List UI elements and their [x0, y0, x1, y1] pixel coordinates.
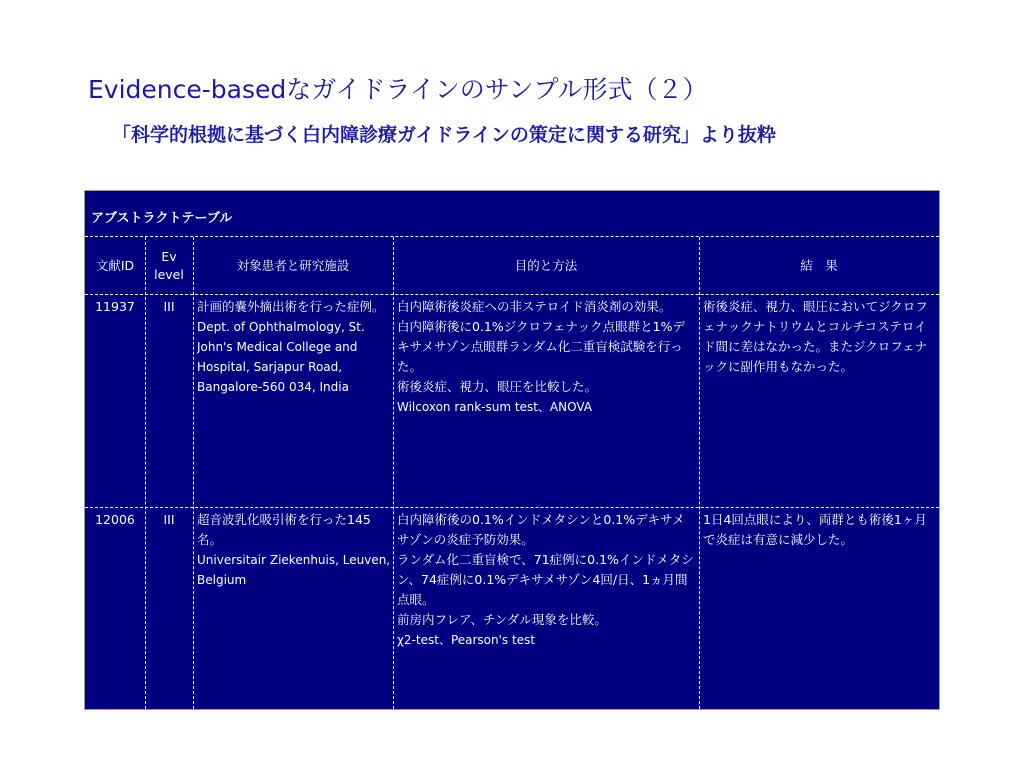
- header-subjects: 対象患者と研究施設: [236, 257, 350, 273]
- header-ev-line2: level: [154, 266, 184, 282]
- row2-result: 1日4回点眼により、両群とも術後1ヶ月で炎症は有意に減少した。: [703, 512, 927, 547]
- row1-subjects: [197, 297, 391, 397]
- row1-result: 術後炎症、視力、眼圧においてジクロフェナックナトリウムとコルチコステロイド間に差はなかった。またジクロフェナックに副作用もなかった。: [703, 299, 928, 374]
- row2-purpose-line: ランダム化二重盲検で、71症例に0.1%インドメタシン、74症例に0.1%デキサメサゾン4回/日、1ヵ月間点眼。: [397, 552, 694, 607]
- header-ev-level: [145, 237, 193, 294]
- abstract-table: [84, 190, 940, 710]
- row1-institution: Dept. of Ophthalmology, St. John's Medical College and Hospital, Sarjapur Road, Bangalore-560 034, India: [197, 320, 365, 394]
- header-result: 結 果: [800, 257, 838, 273]
- table-title: アブストラクトテーブル: [91, 211, 233, 226]
- row1-ev: III: [163, 299, 175, 314]
- column-divider: [699, 237, 700, 709]
- row1-subjects-text: 計画的嚢外摘出術を行った症例。: [197, 299, 385, 314]
- slide-title: Evidence-basedなガイドラインのサンプル形式（２）: [88, 75, 708, 104]
- row2-id: 12006: [95, 512, 135, 527]
- row2-purpose-line: 前房内フレア、チンダル現象を比較。: [397, 612, 607, 627]
- row1-purpose: [397, 297, 697, 417]
- row1-purpose-line: 術後炎症、視力、眼圧を比較した。: [397, 379, 598, 394]
- column-divider: [393, 237, 394, 709]
- row2-ev: III: [163, 512, 175, 527]
- header-purpose: 目的と方法: [514, 257, 578, 273]
- row-divider: [85, 507, 939, 508]
- slide-subtitle: 「科学的根拠に基づく白内障診療ガイドラインの策定に関する研究」より抜粋: [112, 124, 776, 146]
- header-ev-line1: Ev: [161, 248, 177, 264]
- row2-subjects-text: 超音波乳化吸引術を行った145名。: [197, 512, 371, 547]
- row2-purpose: [397, 510, 697, 650]
- row2-purpose-line: χ2-test、Pearson's test: [397, 633, 536, 647]
- row1-id: 11937: [95, 299, 135, 314]
- row2-subjects: [197, 510, 391, 590]
- row2-purpose-line: 白内障術後の0.1%インドメタシンと0.1%デキサメサゾンの炎症予防効果。: [397, 512, 685, 547]
- header-bottom-divider: [85, 294, 939, 295]
- row1-purpose-line: Wilcoxon rank-sum test、ANOVA: [397, 400, 592, 414]
- row1-purpose-line: 白内障術後に0.1%ジクロフェナック点眼群と1%デキサメサゾン点眼群ランダム化二重盲検試験を行った。: [397, 319, 685, 374]
- column-divider: [193, 237, 194, 709]
- header-id: 文献ID: [95, 257, 135, 273]
- row1-purpose-line: 白内障術後炎症への非ステロイド消炎剤の効果。: [397, 299, 672, 314]
- row2-institution: Universitair Ziekenhuis, Leuven, Belgium: [197, 553, 391, 587]
